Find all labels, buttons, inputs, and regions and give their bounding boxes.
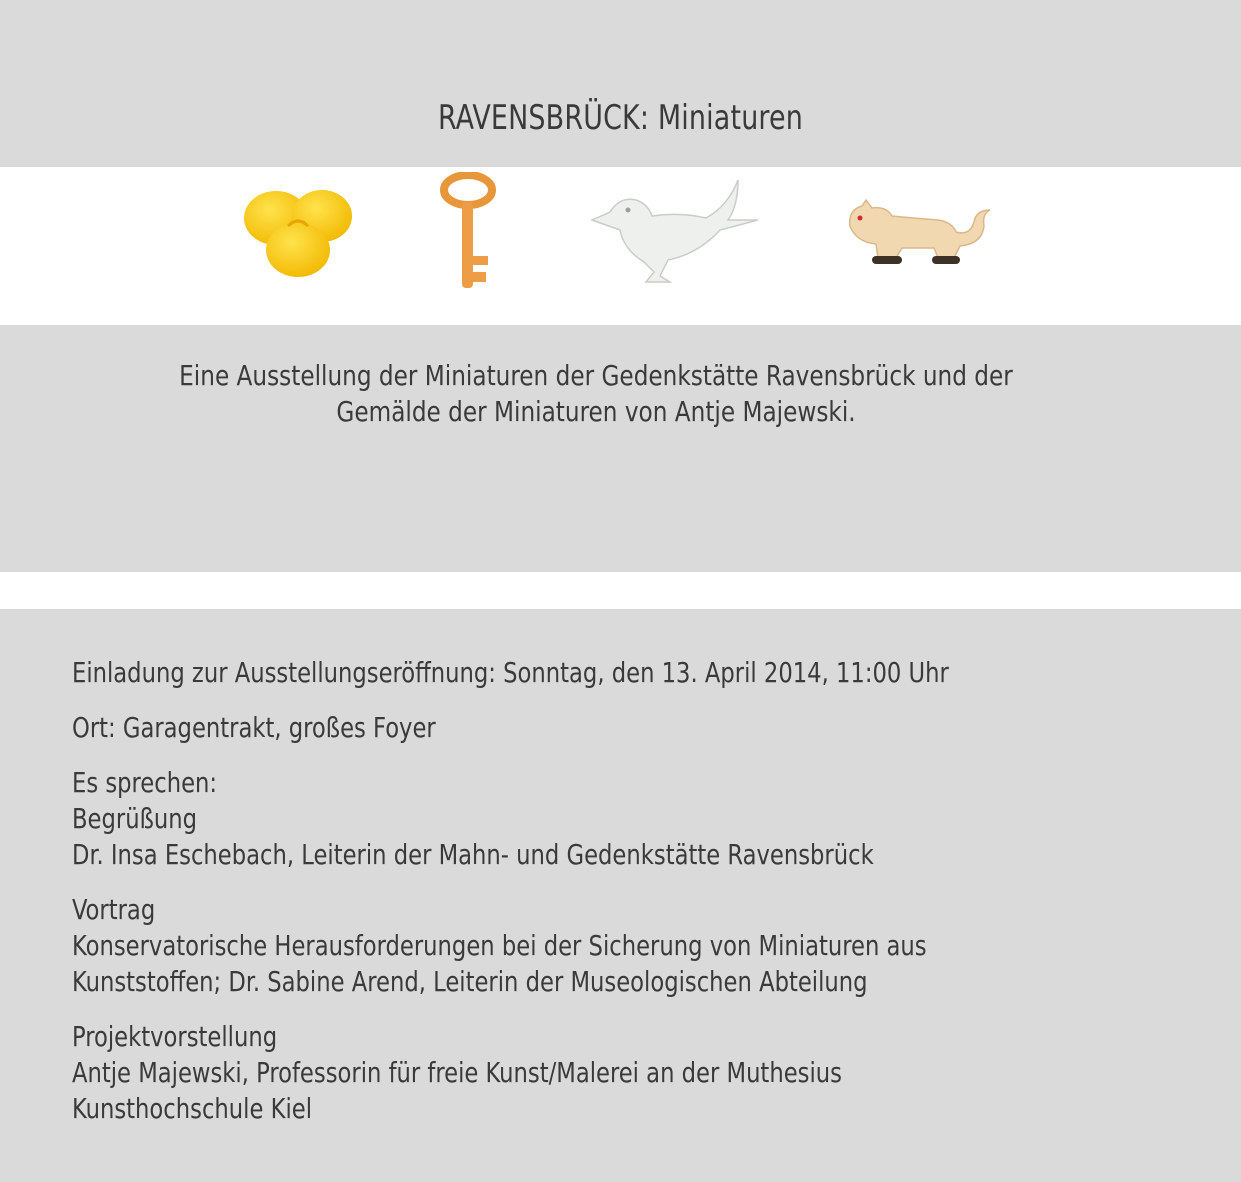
invitation-line: Einladung zur Ausstellungseröffnung: Sonntag, den 13. April 2014, 11:00 Uhr — [72, 656, 949, 689]
speakers-lecture — [72, 892, 1080, 1000]
intro-line-1: Eine Ausstellung der Miniaturen der Gedenkstätte Ravensbrück und der — [179, 359, 1013, 392]
key-icon — [438, 172, 502, 294]
speakers-greeting — [72, 765, 1080, 873]
event-details — [72, 655, 1080, 1146]
page-title: RAVENSBRÜCK: Miniaturen — [437, 98, 804, 138]
cat-icon — [842, 196, 998, 272]
greeting-label: Begrüßung — [72, 802, 198, 835]
lecture-line-1: Konservatorische Herausforderungen bei der Sicherung von Miniaturen aus — [72, 929, 927, 962]
project-label: Projektvorstellung — [72, 1020, 278, 1053]
header-band — [0, 0, 1241, 167]
intro-text — [90, 358, 1102, 430]
project-line-2: Kunsthochschule Kiel — [72, 1092, 313, 1125]
clover-icon — [240, 180, 358, 280]
speakers-project — [72, 1019, 1080, 1127]
intro-line-2: Gemälde der Miniaturen von Antje Majewski. — [336, 395, 856, 428]
greeting-text: Dr. Insa Eschebach, Leiterin der Mahn- und Gedenkstätte Ravensbrück — [72, 838, 874, 871]
location-line: Ort: Garagentrakt, großes Foyer — [72, 711, 436, 744]
speakers-heading: Es sprechen: — [72, 766, 218, 799]
lecture-label: Vortrag — [72, 893, 156, 926]
lecture-line-2: Kunststoffen; Dr. Sabine Arend, Leiterin der Museologischen Abteilung — [72, 965, 868, 998]
divider-strip — [0, 572, 1241, 609]
project-line-1: Antje Majewski, Professorin für freie Kunst/Malerei an der Muthesius — [72, 1056, 842, 1089]
bird-icon — [588, 176, 764, 286]
